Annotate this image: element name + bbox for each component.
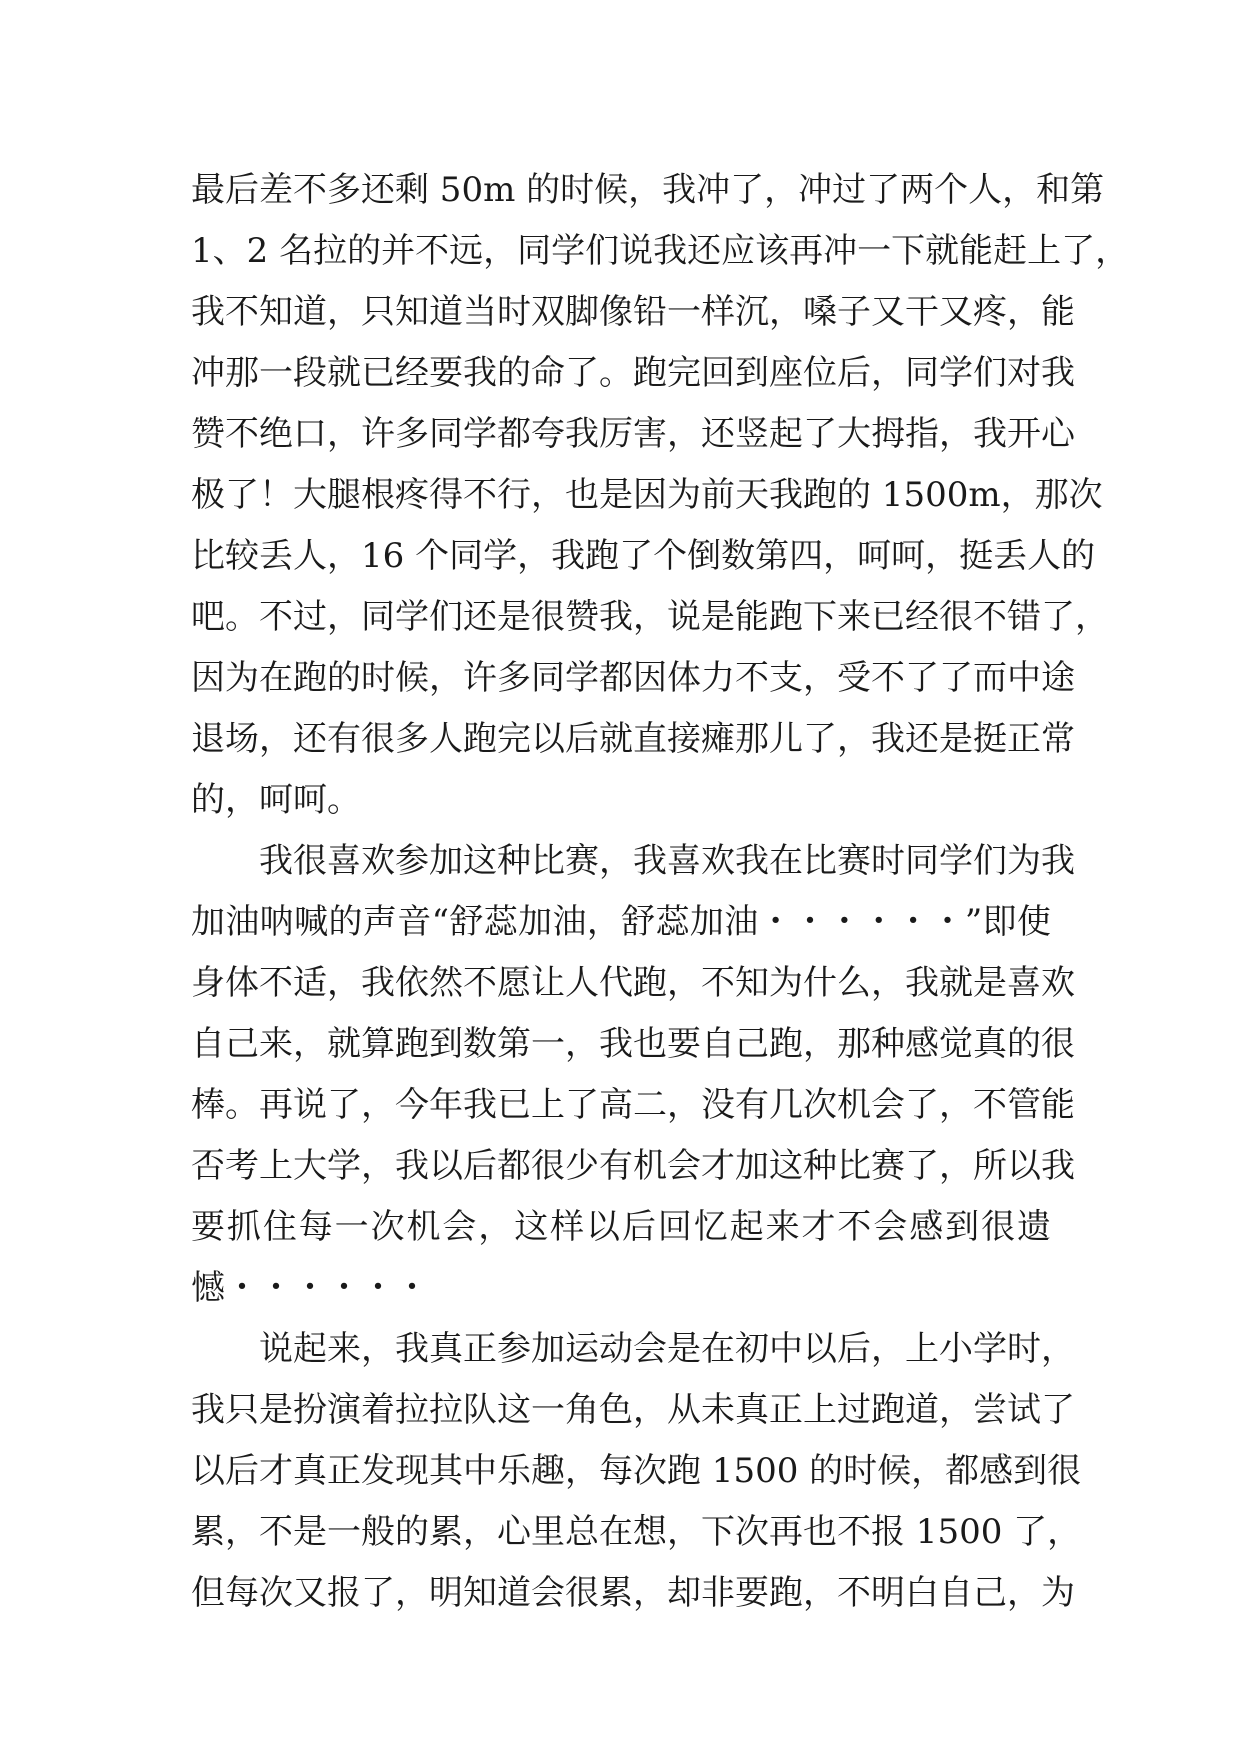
text-line: 累，不是一般的累，心里总在想，下次再也不报 1500 了，	[191, 1512, 1082, 1552]
text-line: 我不知道，只知道当时双脚像铅一样沉，嗓子又干又疼，能	[191, 292, 1075, 332]
text-line: 要抓住每一次机会，这样以后回忆起来才不会感到很遗	[191, 1207, 1051, 1247]
text-line: 极了！大腿根疼得不行，也是因为前天我跑的 1500m，那次	[191, 475, 1103, 515]
text-line: 我只是扮演着拉拉队这一角色，从未真正上过跑道，尝试了	[191, 1390, 1075, 1430]
paragraph-start-line: 我很喜欢参加这种比赛，我喜欢我在比赛时同学们为我	[259, 841, 1075, 881]
text-line: 否考上大学，我以后都很少有机会才加这种比赛了，所以我	[191, 1146, 1075, 1186]
text-line: 以后才真正发现其中乐趣，每次跑 1500 的时候，都感到很	[191, 1451, 1082, 1491]
text-line: 的，呵呵。	[191, 780, 361, 820]
text-line: 比较丢人，16 个同学，我跑了个倒数第四，呵呵，挺丢人的	[191, 536, 1096, 576]
text-line: 退场，还有很多人跑完以后就直接瘫那儿了，我还是挺正常	[191, 719, 1075, 759]
text-line: 身体不适，我依然不愿让人代跑，不知为什么，我就是喜欢	[191, 963, 1075, 1003]
text-line: 1、2 名拉的并不远，同学们说我还应该再冲一下就能赶上了，	[191, 231, 1130, 271]
body-text	[191, 160, 1130, 1624]
text-line: 棒。再说了，今年我已上了高二，没有几次机会了，不管能	[191, 1085, 1075, 1125]
text-line: 但每次又报了，明知道会很累，却非要跑，不明白自己，为	[191, 1573, 1075, 1613]
text-line: 最后差不多还剩 50m 的时候，我冲了，冲过了两个人，和第	[191, 170, 1105, 210]
text-line: 加油呐喊的声音“舒蕊加油，舒蕊加油・・・・・・”即使	[191, 902, 1051, 942]
text-line: 自己来，就算跑到数第一，我也要自己跑，那种感觉真的很	[191, 1024, 1075, 1064]
text-line: 憾・・・・・・	[191, 1268, 429, 1308]
text-line: 因为在跑的时候，许多同学都因体力不支，受不了了而中途	[191, 658, 1075, 698]
text-line: 吧。不过，同学们还是很赞我，说是能跑下来已经很不错了，	[191, 597, 1109, 637]
text-line: 冲那一段就已经要我的命了。跑完回到座位后，同学们对我	[191, 353, 1075, 393]
text-line: 赞不绝口，许多同学都夸我厉害，还竖起了大拇指，我开心	[191, 414, 1075, 454]
paragraph-start-line: 说起来，我真正参加运动会是在初中以后，上小学时，	[259, 1329, 1075, 1369]
